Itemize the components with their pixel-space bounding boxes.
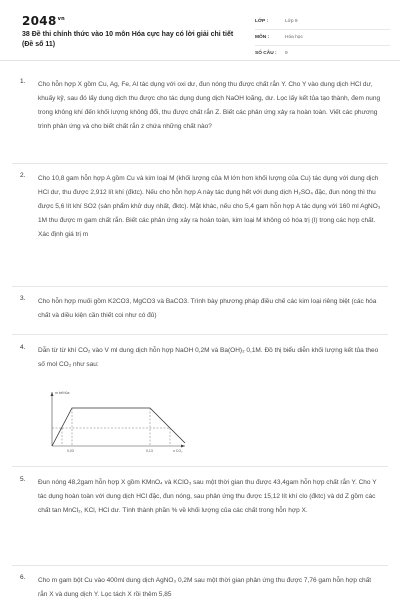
- tick-label: 0,13: [146, 449, 153, 453]
- x-axis-label: n CO₂: [173, 449, 183, 453]
- meta-row-subject: [255, 30, 390, 46]
- meta-value: 9: [285, 51, 288, 56]
- divider: [12, 565, 388, 566]
- question-number: 4.: [20, 344, 26, 351]
- question-text: Đun nóng 48,2gam hỗn hợp X gồm KMnO₄ và KClO₃ sau một thời gian thu được 43,4gam hỗn hợp chất rắn Y. Cho Y tác dụng hoàn toàn với dung dịch HCl đặc, đun nóng, sau phản ứng thu được 15,12 lít khí clo (đktc) và dd Z gồm các chất tan MnCl₂, KCl, HCl dư. Tính thành phần % về khối lượng của các chất trong hỗn hợp X.: [38, 479, 377, 514]
- question-number: 1.: [20, 78, 26, 85]
- meta-row-class: [255, 14, 390, 30]
- divider: [12, 163, 388, 164]
- precipitate-graph: [40, 388, 195, 458]
- question-number: 3.: [20, 295, 26, 302]
- meta-key: LỚP :: [255, 19, 269, 24]
- divider: [12, 466, 388, 467]
- question-text: Dẫn từ từ khí CO₂ vào V ml dung dịch hỗn hợp NaOH 0,2M và Ba(OH)₂ 0,1M. Đồ thị biểu diễn khối lượng kết tủa theo số mol CO₂ như sau:: [38, 347, 379, 368]
- question-text: Cho 10,8 gam hỗn hợp A gồm Cu và kim loại M (khối lượng của M lớn hơn khối lượng của Cu) tác dụng với dung dịch HCl dư, thu được 2,912 lít khí (đktc). Nếu cho hỗn hợp A này tác dụng hết với dung dịch H₂SO₄ đặc, đun nóng thì thu được 5,6 lít khí SO2 (sản phẩm khử duy nhất, đktc). Mặt khác, nếu cho 5,4 gam hỗn hợp A tác dụng với 160 ml AgNO₃ 1M thu được m gam chất rắn. Biết các phản ứng xảy ra hoàn toàn, kim loại M không có hóa trị (I) trong các hợp chất. Xác định giá trị m: [38, 175, 381, 238]
- meta-key: MÔN :: [255, 35, 270, 40]
- y-axis-arrow: [51, 392, 54, 396]
- meta-key: SỐ CÂU :: [255, 51, 277, 56]
- page-header: [0, 0, 400, 61]
- meta-value: Hóa học: [285, 35, 303, 40]
- site-logo[interactable]: [22, 14, 65, 28]
- question-text: Cho hỗn hợp muối gồm K2CO3, MgCO3 và BaCO3. Trình bày phương pháp điều chế các kim loại riêng biệt (các hóa chất và diều kiện cần thiết coi như có đủ): [38, 298, 377, 319]
- page-title: 38 Đề thi chính thức vào 10 môn Hóa cực hay có lời giải chi tiết (Đề số 11): [22, 31, 234, 48]
- question-number: 2.: [20, 172, 26, 179]
- meta-value: Lớp 9: [285, 19, 298, 24]
- divider: [12, 286, 388, 287]
- x-axis-arrow: [181, 445, 185, 448]
- question-number: 5.: [20, 476, 26, 483]
- meta-row-count: [255, 46, 390, 61]
- logo-suffix: vn: [57, 16, 66, 22]
- exam-meta: [255, 14, 390, 61]
- tick-label: 0,03: [67, 449, 74, 453]
- y-axis-label: m kết tủa: [55, 391, 70, 395]
- graph-svg: [40, 388, 195, 458]
- logo-text: 2048: [22, 14, 57, 28]
- divider: [12, 334, 388, 335]
- question-text: Cho m gam bột Cu vào 400ml dung dịch AgNO₃ 0,2M sau một thời gian phản ứng thu được 7,76 gam hỗn hợp chất rắn X và dung dịch Y. Lọc tách X rồi thêm 5,85: [38, 577, 372, 598]
- question-number: 6.: [20, 574, 26, 581]
- question-text: Cho hỗn hợp X gồm Cu, Ag, Fe, Al tác dụng với oxi dư, đun nóng thu được chất rắn Y. Cho Y vào dung dịch HCl dư, khuấy kỹ, sau đó lấy dung dịch thu được cho tác dụng dung dịch NaOH loãng, dư. Lọc lấy kết tủa tạo thành, đem nung trong không khí đến khối lượng không đổi, thu được chất rắn Z. Biết các phản ứng xảy ra hoàn toàn. Viết các phương trình phản ứng và cho biết chất rắn z chứa những chất nào?: [38, 81, 381, 130]
